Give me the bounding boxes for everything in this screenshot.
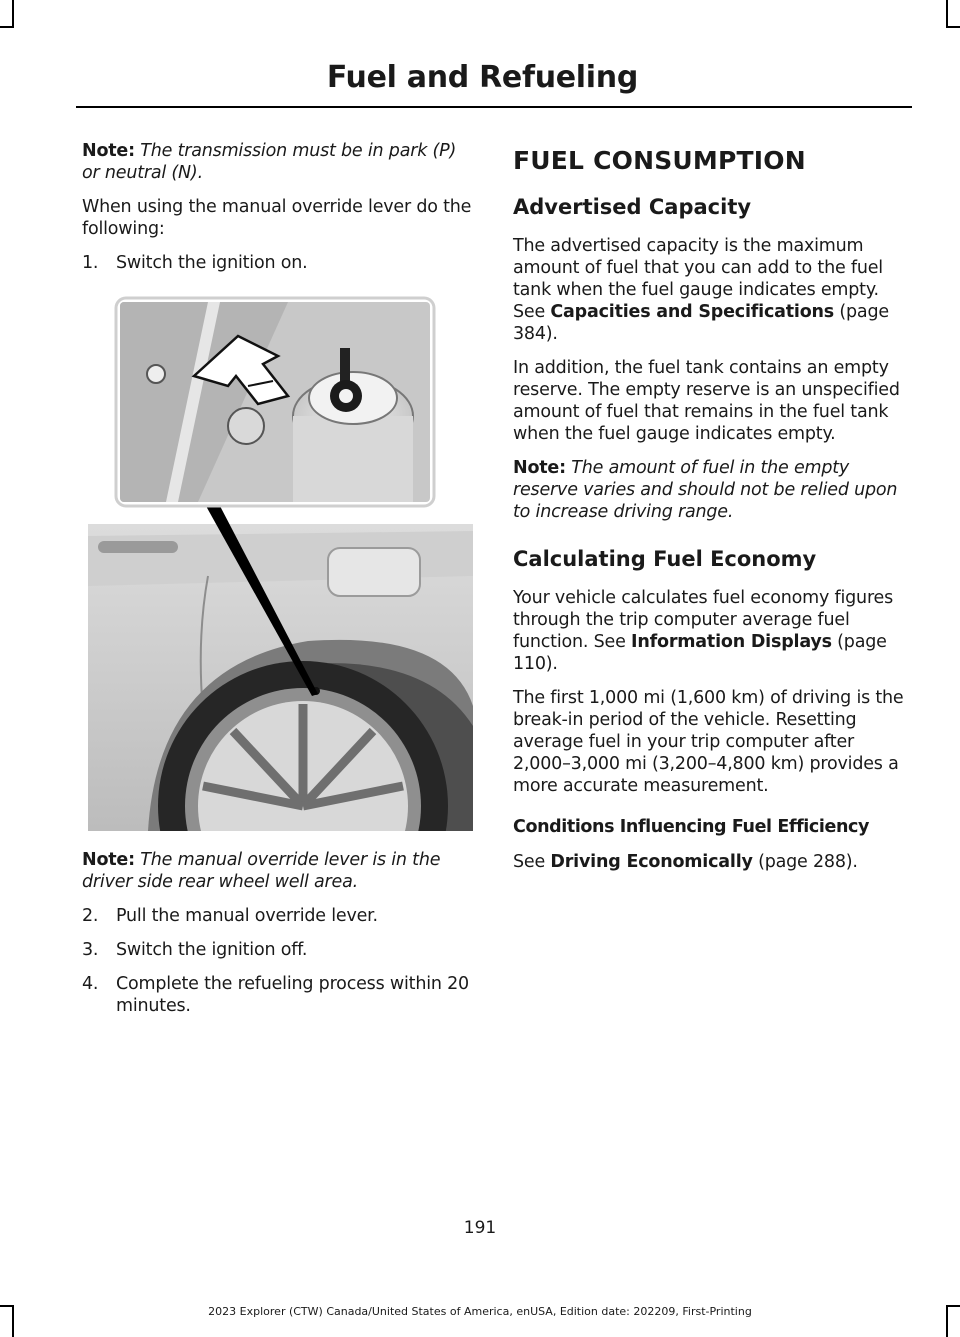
note-reserve: Note: The amount of fuel in the empty reserve varies and should not be relied upon to increase driving range. (513, 458, 898, 522)
right-column (513, 140, 913, 885)
crop-mark (946, 0, 948, 26)
wheel-well-illustration (88, 286, 473, 831)
section-title: FUEL CONSUMPTION (513, 146, 806, 175)
conditions-paragraph: See Driving Economically (page 288). (513, 852, 858, 872)
subsection-title-conditions: Conditions Influencing Fuel Efficiency (513, 817, 869, 837)
header-divider (76, 106, 912, 108)
intro-paragraph: When using the manual override lever do the following: (82, 197, 472, 239)
crop-mark (946, 26, 960, 28)
crop-mark (0, 26, 12, 28)
list-item: 4. Complete the refueling process within 20 minutes. (82, 974, 469, 1016)
footer-edition-text: 2023 Explorer (CTW) Canada/United States of America, enUSA, Edition date: 202209, First-Printing (208, 1305, 752, 1318)
page-number: 191 (463, 1218, 497, 1238)
capacities-link[interactable]: Capacities and Specifications (550, 302, 835, 322)
list-item: 3. Switch the ignition off. (82, 940, 308, 960)
list-item: 2. Pull the manual override lever. (82, 906, 378, 926)
break-in-paragraph: The first 1,000 mi (1,600 km) of driving is the break-in period of the vehicle. Resetting average fuel in your trip computer after 2,000–3,000 mi (3,200–4,800 km) provides a more accurate measurement. (513, 688, 904, 796)
left-column (82, 140, 477, 1029)
note-transmission: Note: The transmission must be in park (P) or neutral (N). (82, 141, 457, 183)
information-displays-link[interactable]: Information Displays (631, 632, 832, 652)
advertised-paragraph: The advertised capacity is the maximum amount of fuel that you can add to the fuel tank when the fuel gauge indicates empty. See Capacities and Specifications (page 384). (513, 236, 889, 344)
driving-economically-link[interactable]: Driving Economically (550, 852, 753, 872)
list-item: 1. Switch the ignition on. (82, 253, 308, 273)
subsection-title-advertised: Advertised Capacity (513, 195, 752, 219)
subsection-title-calculating: Calculating Fuel Economy (513, 547, 817, 571)
page-header-title: Fuel and Refueling (326, 60, 638, 95)
override-lever-illustration (88, 286, 473, 831)
steps-list-b (82, 905, 477, 1017)
crop-mark (12, 0, 14, 28)
note-lever-location: Note: The manual override lever is in the driver side rear wheel well area. (82, 850, 441, 892)
calculating-paragraph: Your vehicle calculates fuel economy figures through the trip computer average fuel function. See Information Displays (page 110). (513, 588, 894, 674)
steps-list-a (82, 252, 477, 274)
reserve-paragraph: In addition, the fuel tank contains an empty reserve. The empty reserve is an unspecified amount of fuel that remains in the fuel tank when the fuel gauge indicates empty. (513, 358, 900, 444)
